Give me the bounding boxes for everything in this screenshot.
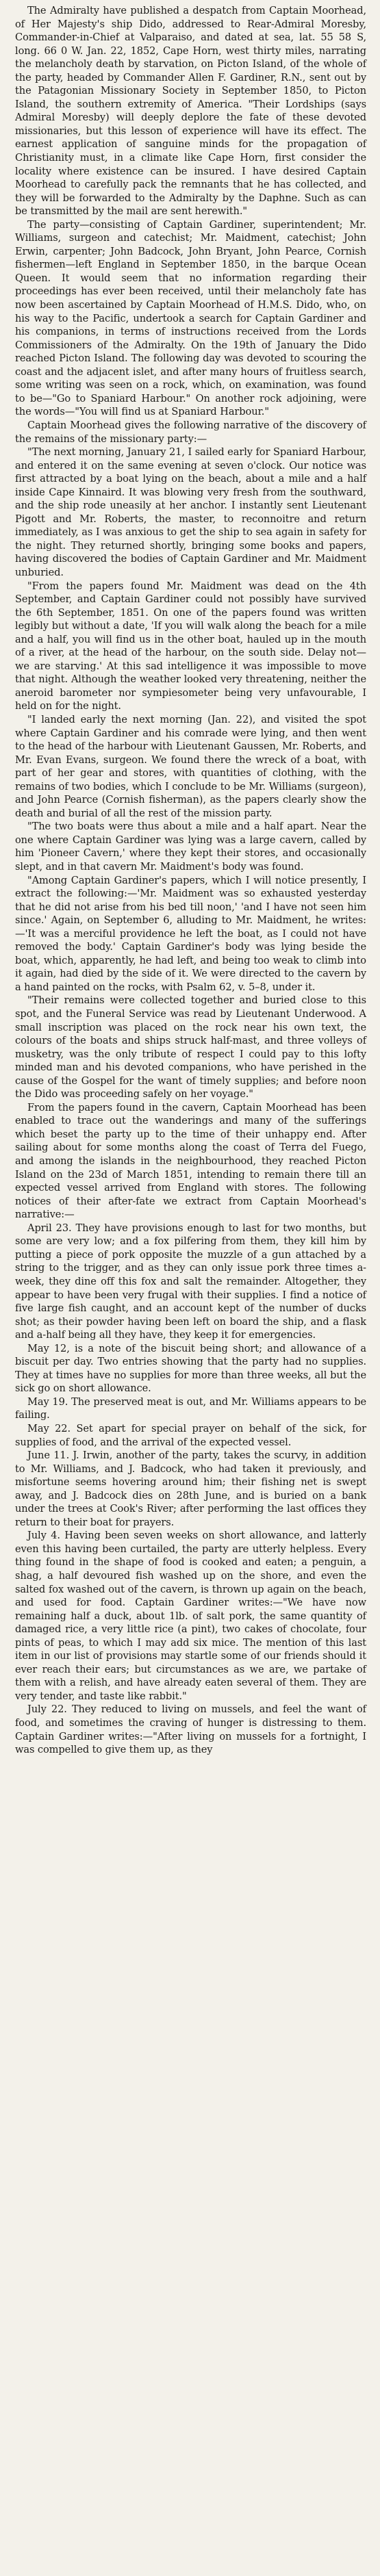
diary-entry: May 12, is a note of the biscuit being short; and allowance of a biscuit per day. Two entries showing that the party had no supplies. They at times have no supplies for more than three weeks, all but the sick go on short allowance. [15, 1342, 366, 1395]
article-paragraph: "Among Captain Gardiner's papers, which I will notice presently, I extract the following:—'Mr. Maidment was so exhausted yesterday that he did not arise from his bed till noon,' 'and I have not seen him since.' Again, on September 6, alluding to Mr. Maidment, he writes:—'It was a merciful providence he left the boat, as I could not have removed the body.' Captain Gardiner's body was lying beside the boat, which, apparently, he had left, and being too weak to climb into it again, had died by the side of it. We were directed to the cavern by a hand painted on the rocks, with Psalm 62, v. 5–8, under it. [15, 874, 366, 993]
diary-entry: May 22. Set apart for special prayer on behalf of the sick, for supplies of food, and the arrival of the expected vessel. [15, 1422, 366, 1448]
article-paragraph: Captain Moorhead gives the following narrative of the discovery of the remains of the missionary party:— [15, 419, 366, 445]
article-paragraph: "I landed early the next morning (Jan. 22), and visited the spot where Captain Gardiner and his comrade were lying, and then went to the head of the harbour with Lieutenant Gaussen, Mr. Roberts, and Mr. Evan Evans, surgeon. We found there the wreck of a boat, with part of her gear and stores, with quantities of clothing, with the remains of two bodies, which I conclude to be Mr. Williams (surgeon), and John Pearce (Cornish fisherman), as the papers clearly show the death and burial of all the rest of the mission party. [15, 713, 366, 819]
article-paragraph: "The next morning, January 21, I sailed early for Spaniard Harbour, and entered it on the same evening at seven o'clock. Our notice was first attracted by a boat lying on the beach, about a mile and a half inside Cape Kinnaird. It was blowing very fresh from the southward, and the ship rode uneasily at her anchor. I instantly sent Lieutenant Pigott and Mr. Roberts, the master, to reconnoitre and return immediately, as I was anxious to get the ship to sea again in safety for the night. They returned shortly, bringing some books and papers, having discovered the bodies of Captain Gardiner and Mr. Maidment unburied. [15, 446, 366, 578]
diary-entry: May 19. The preserved meat is out, and Mr. Williams appears to be failing. [15, 1395, 366, 1421]
article-paragraph: The party—consisting of Captain Gardiner, superintendent; Mr. Williams, surgeon and catechist; Mr. Maidment, catechist; John Erwin, carpenter; John Badcock, John Bryant, John Pearce, Cornish fishermen—left England in September 1850, in the barque Ocean Queen. It would seem that no information regarding their proceedings has ever been received, until their melancholy fate has now been ascertained by Captain Moorhead of H.M.S. Dido, who, on his way to the Pacific, undertook a search for Captain Gardiner and his companions, in terms of instructions received from the Lords Commissioners of the Admiralty. On the 19th of January the Dido reached Picton Island. The following day was devoted to scouring the coast and the adjacent islet, and after many hours of fruitless search, some writing was seen on a rock, which, on examination, was found to be—"Go to Spaniard Harbour." On another rock adjoining, were the words—"You will find us at Spaniard Harbour." [15, 218, 366, 418]
article-paragraph: From the papers found in the cavern, Captain Moorhead has been enabled to trace out the wanderings and many of the sufferings which beset the party up to the time of their unhappy end. After sailing about for some months along the coast of Terra del Fuego, and among the islands in the neighbourhood, they reached Picton Island on the 23d of March 1851, intending to remain there till an expected vessel arrived from England with stores. The following notices of their after-fate we extract from Captain Moorhead's narrative:— [15, 1101, 366, 1221]
diary-entry: June 11. J. Irwin, another of the party, takes the scurvy, in addition to Mr. Williams, and J. Badcock, who had taken it previously, and misfortune seems hovering around him; their fishing net is swept away, and J. Badcock dies on 28th June, and is buried on a bank under the trees at Cook's River; after performing the last offices they return to their boat for prayers. [15, 1450, 366, 1528]
diary-entry: July 4. Having been seven weeks on short allowance, and latterly even this having been curtailed, the party are utterly helpless. Every thing found in the shape of food is cooked and eaten; a penguin, a shag, a half devoured fish washed up on the shore, and even the salted fox washed out of the cavern, is thrown up again on the beach, and used for food. Captain Gardiner writes:—"We have now remaining half a duck, about 1lb. of salt pork, the same quantity of damaged rice, a very little rice (a pint), two cakes of chocolate, four pints of peas, to which I may add six mice. The mention of this last item in our list of provisions may startle some of our friends should it ever reach their ears; but circumstances as we are, we partake of them with a relish, and have already eaten several of them. They are very tender, and taste like rabbit." [15, 1530, 366, 1702]
article-paragraph: The Admiralty have published a despatch from Captain Moorhead, of Her Majesty's ship Dido, addressed to Rear-Admiral Moresby, Commander-in-Chief at Valparaiso, and dated at sea, lat. 55 58 S, long. 66 0 W. Jan. 22, 1852, Cape Horn, west thirty miles, narrating the melancholy death by starvation, on Picton Island, of the whole of the party, headed by Commander Allen F. Gardiner, R.N., sent out by the Patagonian Missionary Society in September 1850, to Picton Island, the southern extremity of America. "Their Lordships (says Admiral Moresby) will deeply deplore the fate of these devoted missionaries, but this lesson of experience will have its effect. The earnest application of sanguine minds for the propagation of Christianity must, in a climate like Cape Horn, first consider the locality where existence can be insured. I have desired Captain Moorhead to carefully pack the remnants that he has collected, and they will be forwarded to the Admiralty by the Daphne. Such as can be transmitted by the mail are sent herewith." [15, 5, 366, 218]
article-paragraph: "From the papers found Mr. Maidment was dead on the 4th September, and Captain Gardiner could not possibly have survived the 6th September, 1851. On one of the papers found was written legibly but without a date, 'If you will walk along the beach for a mile and a half, you will find us in the other boat, hauled up in the mouth of a river, at the head of the harbour, on the south side. Delay not—we are starving.' At this sad intelligence it was impossible to move that night. Although the weather looked very threatening, neither the aneroid barometer nor sympiesometer being very unfavourable, I held on for the night. [15, 580, 366, 712]
diary-entry: July 22. They reduced to living on mussels, and feel the want of food, and sometimes the craving of hunger is distressing to them. Captain Gardiner writes:—"After living on mussels for a fortnight, I was compelled to give them up, as they [15, 1703, 366, 1756]
diary-entry: April 23. They have provisions enough to last for two months, but some are very low; and a fox pilfering from them, they kill him by putting a piece of pork opposite the muzzle of a gun attached by a string to the trigger, and as they can only issue pork three times a-week, they dine off this fox and salt the remainder. Altogether, they appear to have been very frugal with their supplies. I find a notice of five large fish caught, and an account kept of the number of ducks shot; as their powder having been left on board the ship, and a flask and a-half being all they have, they keep it for emergencies. [15, 1222, 366, 1341]
article-paragraph: "The two boats were thus about a mile and a half apart. Near the one where Captain Gardiner was lying was a large cavern, called by him 'Pioneer Cavern,' where they kept their stores, and occasionally slept, and in that cavern Mr. Maidment's body was found. [15, 821, 366, 873]
article-paragraph: "Their remains were collected together and buried close to this spot, and the Funeral Service was read by Lieutenant Underwood. A small inscription was placed on the rock near his own text, the colours of the boats and ships struck half-mast, and three volleys of musketry, was the only tribute of respect I could pay to this lofty minded man and his devoted companions, who have perished in the cause of the Gospel for the want of timely supplies; and before noon the Dido was proceeding safely on her voyage." [15, 994, 366, 1100]
